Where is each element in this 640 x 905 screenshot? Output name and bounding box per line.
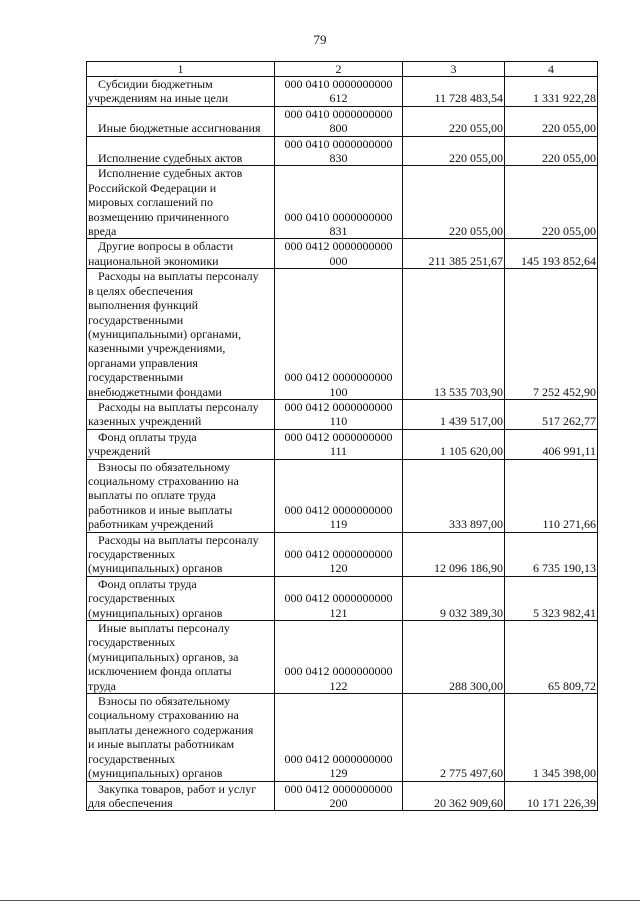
- table-body: [87, 77, 598, 811]
- column-header-3: 3: [403, 62, 505, 77]
- budget-code-cell: 000 0410 0000000000 612: [275, 77, 403, 107]
- column-header-4: 4: [505, 62, 598, 77]
- amount-column-4-cell: 6 735 190,13: [505, 532, 598, 576]
- budget-code-cell: 000 0412 0000000000 200: [275, 781, 403, 811]
- amount-column-4-cell: 220 055,00: [505, 166, 598, 239]
- amount-column-3-cell: 1 105 620,00: [403, 429, 505, 459]
- budget-code-cell: 000 0412 0000000000 120: [275, 532, 403, 576]
- page-number: 79: [313, 32, 327, 47]
- budget-code-cell: 000 0412 0000000000 110: [275, 399, 403, 429]
- amount-column-4-cell: 145 193 852,64: [505, 239, 598, 269]
- amount-column-3-cell: 12 096 186,90: [403, 532, 505, 576]
- expense-name-cell: Другие вопросы в области национальной экономики: [87, 239, 275, 269]
- amount-column-4-cell: 10 171 226,39: [505, 781, 598, 811]
- budget-table: [86, 61, 598, 811]
- budget-code-cell: 000 0410 0000000000 831: [275, 166, 403, 239]
- table-row: [87, 694, 598, 781]
- amount-column-3-cell: 288 300,00: [403, 621, 505, 694]
- header-row: [87, 62, 598, 77]
- expense-name-cell: Иные бюджетные ассигнования: [87, 106, 275, 136]
- budget-code-cell: 000 0412 0000000000 111: [275, 429, 403, 459]
- table-row: [87, 239, 598, 269]
- table-row: [87, 77, 598, 107]
- table-row: [87, 399, 598, 429]
- amount-column-3-cell: 13 535 703,90: [403, 269, 505, 400]
- table-header: [87, 62, 598, 77]
- table-row: [87, 621, 598, 694]
- expense-name-cell: Субсидии бюджетным учреждениям на иные цели: [87, 77, 275, 107]
- amount-column-3-cell: 20 362 909,60: [403, 781, 505, 811]
- table-row: [87, 781, 598, 811]
- table-row: [87, 459, 598, 532]
- amount-column-3-cell: 220 055,00: [403, 166, 505, 239]
- table-row: [87, 429, 598, 459]
- expense-name-cell: Закупка товаров, работ и услуг для обеспечения: [87, 781, 275, 811]
- table-row: [87, 576, 598, 620]
- expense-name-cell: Расходы на выплаты персоналу казенных учреждений: [87, 399, 275, 429]
- expense-name-cell: Расходы на выплаты персоналу государственных (муниципальных) органов: [87, 532, 275, 576]
- expense-name-cell: Взносы по обязательному социальному страхованию на выплаты денежного содержания и иные выплаты работникам государственных (муниципальных) органов: [87, 694, 275, 781]
- amount-column-3-cell: 11 728 483,54: [403, 77, 505, 107]
- amount-column-4-cell: 7 252 452,90: [505, 269, 598, 400]
- budget-code-cell: 000 0412 0000000000 121: [275, 576, 403, 620]
- amount-column-4-cell: 220 055,00: [505, 106, 598, 136]
- budget-code-cell: 000 0410 0000000000 830: [275, 136, 403, 166]
- expense-name-cell: Фонд оплаты труда учреждений: [87, 429, 275, 459]
- amount-column-4-cell: 65 809,72: [505, 621, 598, 694]
- expense-name-cell: Иные выплаты персоналу государственных (муниципальных) органов, за исключением фонда оплаты труда: [87, 621, 275, 694]
- amount-column-3-cell: 333 897,00: [403, 459, 505, 532]
- amount-column-3-cell: 9 032 389,30: [403, 576, 505, 620]
- budget-code-cell: 000 0410 0000000000 800: [275, 106, 403, 136]
- table-row: [87, 532, 598, 576]
- expense-name-cell: Исполнение судебных актов Российской Федерации и мировых соглашений по возмещению причиненного вреда: [87, 166, 275, 239]
- budget-code-cell: 000 0412 0000000000 122: [275, 621, 403, 694]
- column-header-1: 1: [87, 62, 275, 77]
- column-header-2: 2: [275, 62, 403, 77]
- amount-column-4-cell: 1 345 398,00: [505, 694, 598, 781]
- budget-code-cell: 000 0412 0000000000 119: [275, 459, 403, 532]
- amount-column-4-cell: 517 262,77: [505, 399, 598, 429]
- scan-edge-line: [0, 900, 640, 901]
- expense-name-cell: Исполнение судебных актов: [87, 136, 275, 166]
- budget-code-cell: 000 0412 0000000000 129: [275, 694, 403, 781]
- expense-name-cell: Расходы на выплаты персоналу в целях обеспечения выполнения функций государственными (муниципальными) органами, казенными учреждениями, органами управления государственными внебюджетными фондами: [87, 269, 275, 400]
- table-row: [87, 106, 598, 136]
- expense-name-cell: Взносы по обязательному социальному страхованию на выплаты по оплате труда работников и иные выплаты работникам учреждений: [87, 459, 275, 532]
- amount-column-3-cell: 1 439 517,00: [403, 399, 505, 429]
- amount-column-3-cell: 211 385 251,67: [403, 239, 505, 269]
- amount-column-3-cell: 2 775 497,60: [403, 694, 505, 781]
- amount-column-4-cell: 110 271,66: [505, 459, 598, 532]
- table-row: [87, 269, 598, 400]
- budget-code-cell: 000 0412 0000000000 100: [275, 269, 403, 400]
- amount-column-4-cell: 1 331 922,28: [505, 77, 598, 107]
- expense-name-cell: Фонд оплаты труда государственных (муниципальных) органов: [87, 576, 275, 620]
- amount-column-3-cell: 220 055,00: [403, 136, 505, 166]
- amount-column-4-cell: 406 991,11: [505, 429, 598, 459]
- table-row: [87, 166, 598, 239]
- budget-code-cell: 000 0412 0000000000 000: [275, 239, 403, 269]
- table-row: [87, 136, 598, 166]
- amount-column-4-cell: 5 323 982,41: [505, 576, 598, 620]
- amount-column-4-cell: 220 055,00: [505, 136, 598, 166]
- amount-column-3-cell: 220 055,00: [403, 106, 505, 136]
